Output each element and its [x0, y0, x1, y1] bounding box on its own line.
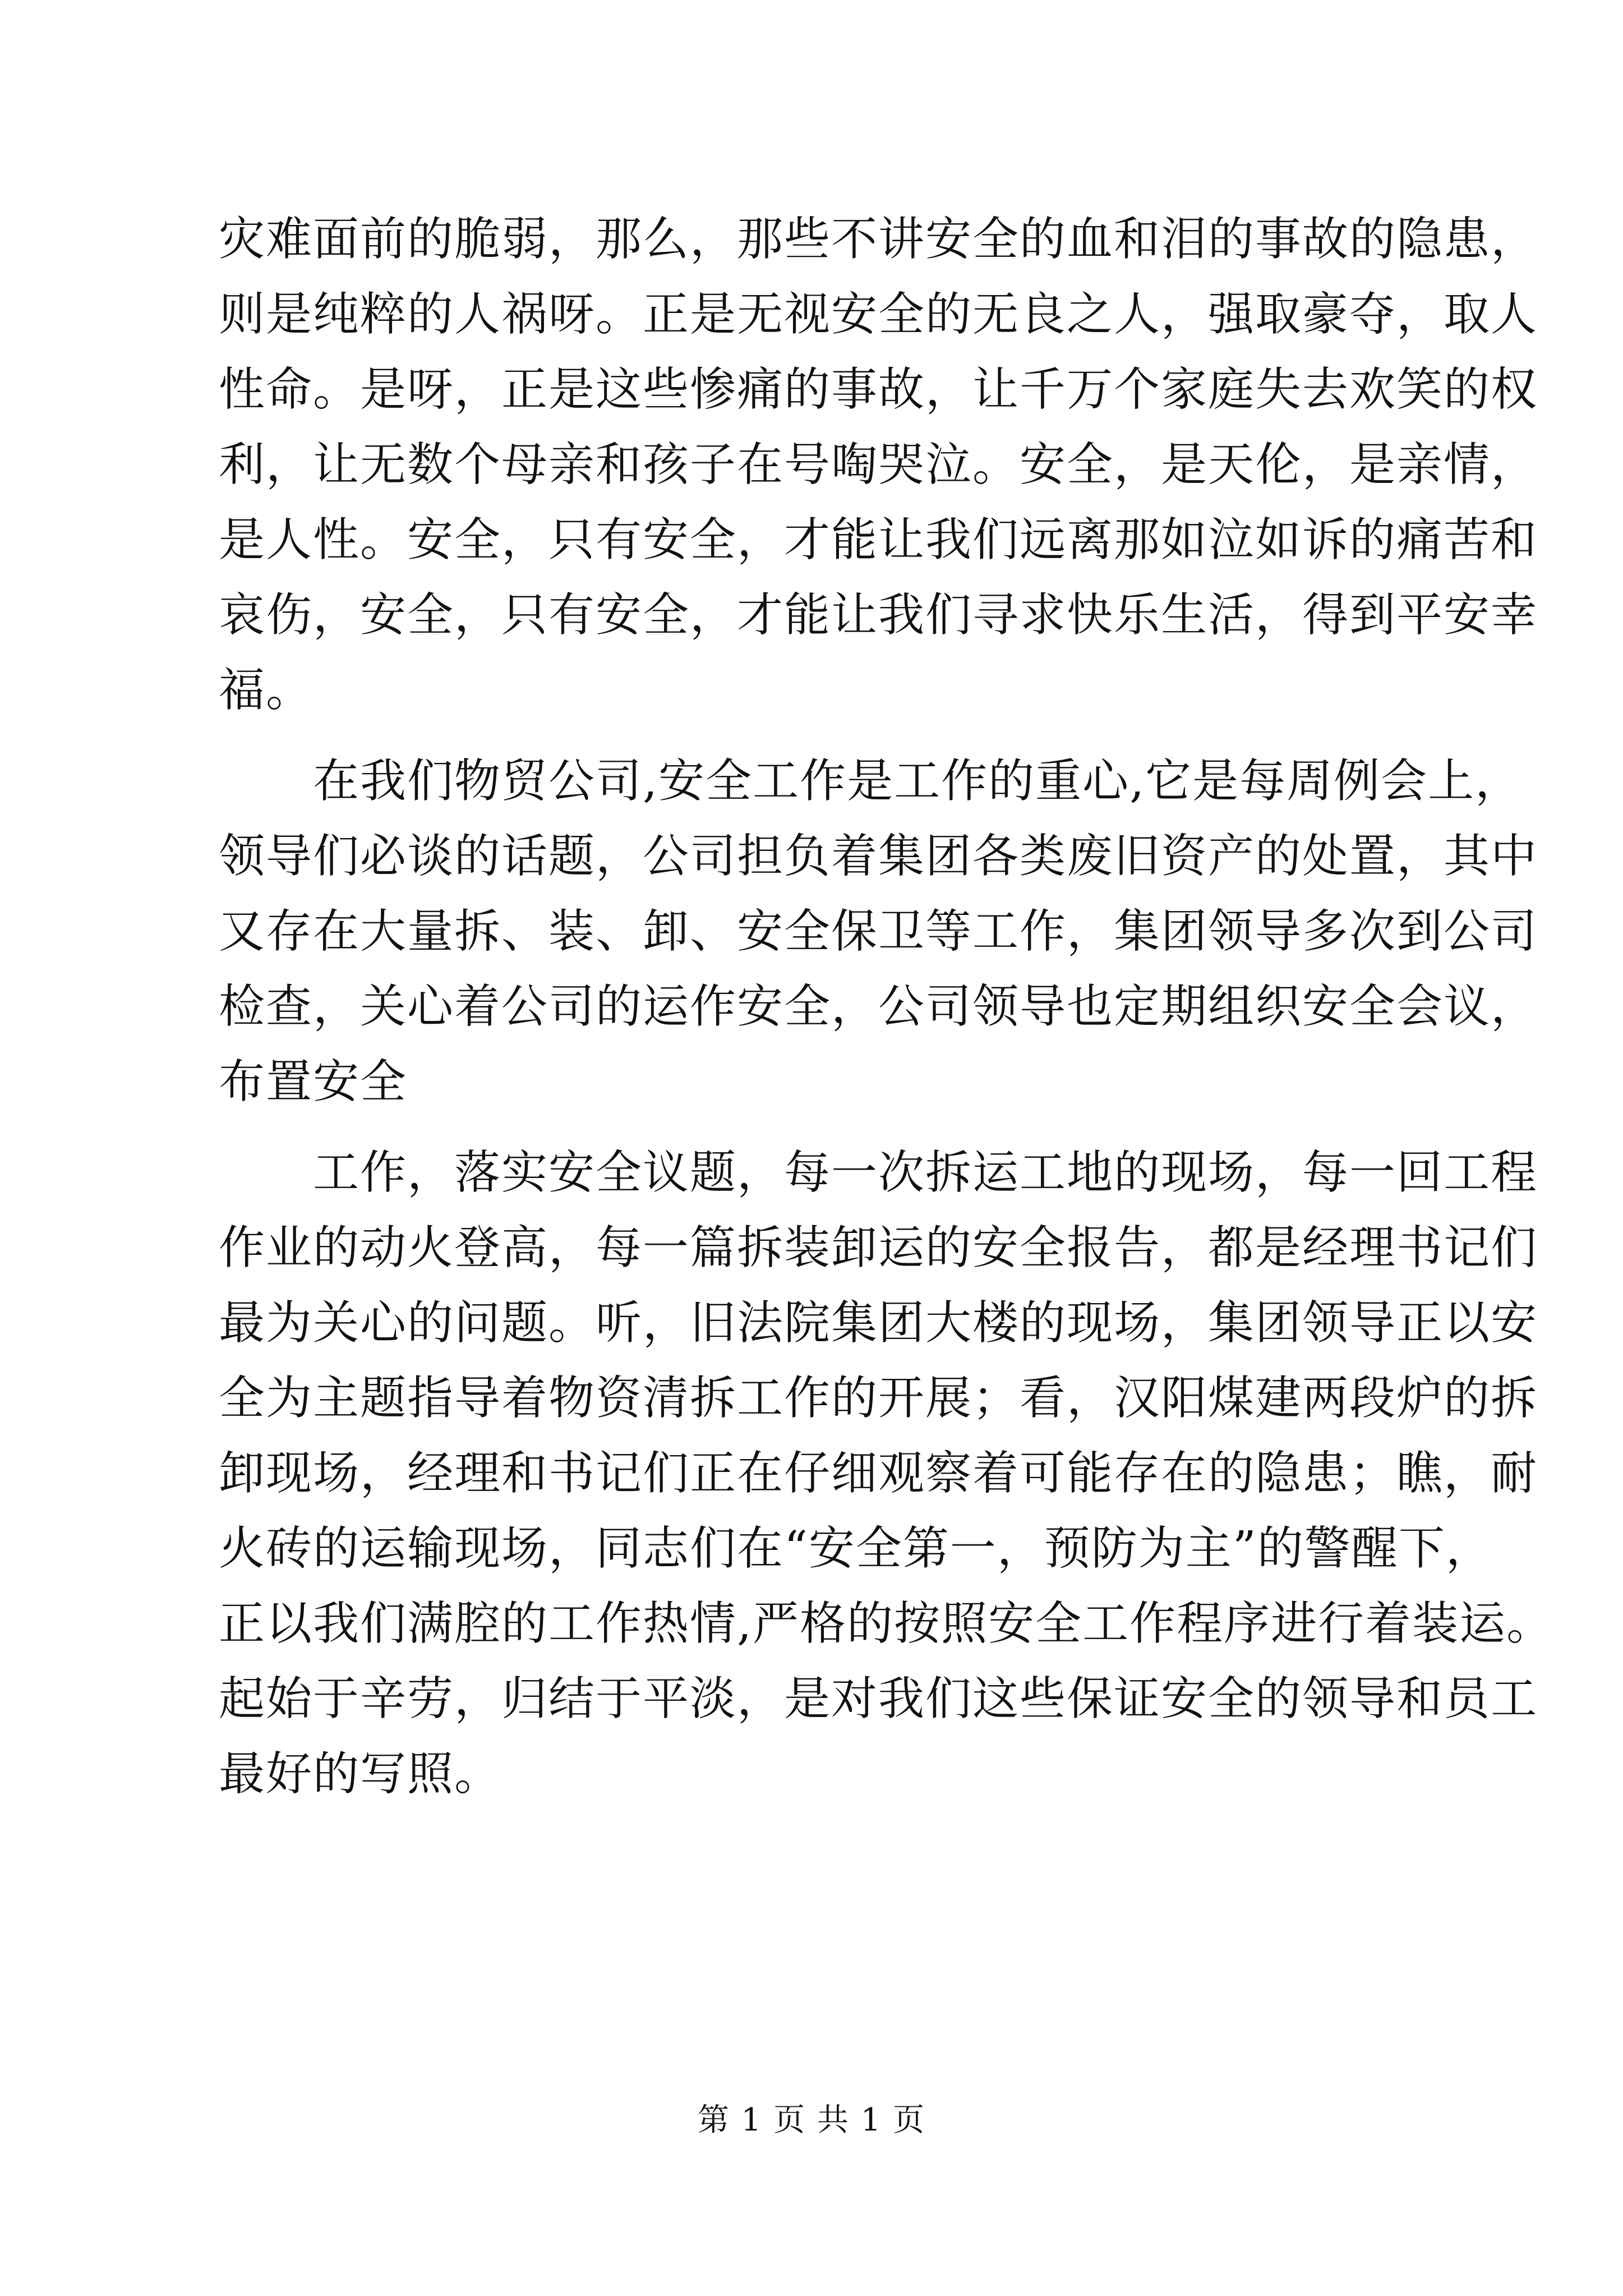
text-line: 哀伤，安全，只有安全，才能让我们寻求快乐生活，得到平安幸 — [219, 588, 1538, 642]
paragraph-3 — [219, 1135, 1554, 1812]
paragraph-1 — [219, 202, 1538, 728]
paragraph-spacer — [219, 728, 1413, 744]
text-line: 灾难面前的脆弱，那么，那些不讲安全的血和泪的事故的隐患， — [219, 213, 1538, 266]
text-line: 火砖的运输现场，同志们在“安全第一，预防为主”的警醒下， — [219, 1522, 1493, 1575]
text-line: 检查，关心着公司的运作安全，公司领导也定期组织安全会议， — [219, 980, 1538, 1033]
paragraph-spacer — [219, 1120, 1413, 1135]
text-line: 是人性。安全，只有安全，才能让我们远离那如泣如诉的痛苦和 — [219, 513, 1538, 567]
text-line: 利，让无数个母亲和孩子在号啕哭泣。安全，是天伦，是亲情， — [219, 438, 1538, 491]
text-line: 福。 — [219, 664, 313, 717]
page-number-label: 第 1 页 共 1 页 — [697, 2102, 926, 2138]
text-line: 起始于辛劳，归结于平淡，是对我们这些保证安全的领导和员工 — [219, 1672, 1538, 1726]
text-line: 卸现场，经理和书记们正在仔细观察着可能存在的隐患；瞧，耐 — [219, 1447, 1538, 1500]
document-body — [219, 202, 1554, 1812]
text-line: 在我们物贸公司,安全工作是工作的重心,它是每周例会上， — [219, 754, 1523, 808]
paragraph-2 — [219, 744, 1538, 1120]
text-line: 最好的写照。 — [219, 1747, 502, 1801]
text-line: 领导们必谈的话题，公司担负着集团各类废旧资产的处置，其中 — [219, 830, 1538, 883]
text-line: 又存在大量拆、装、卸、安全保卫等工作，集团领导多次到公司 — [219, 905, 1538, 958]
text-line: 最为关心的问题。听，旧法院集团大楼的现场，集团领导正以安 — [219, 1296, 1538, 1350]
text-line: 工作，落实安全议题，每一次拆运工地的现场，每一回工程 — [219, 1146, 1538, 1199]
text-line: 则是纯粹的人祸呀。正是无视安全的无良之人，强取豪夺，取人 — [219, 288, 1538, 341]
text-line: 正以我们满腔的工作热情,严格的按照安全工作程序进行着装运。 — [219, 1597, 1554, 1650]
text-line: 布置安全 — [219, 1055, 408, 1108]
text-line: 作业的动火登高，每一篇拆装卸运的安全报告，都是经理书记们 — [219, 1221, 1538, 1274]
page-footer — [0, 2095, 1623, 2140]
text-line: 全为主题指导着物资清拆工作的开展；看，汉阳煤建两段炉的拆 — [219, 1372, 1538, 1425]
text-line: 性命。是呀，正是这些惨痛的事故，让千万个家庭失去欢笑的权 — [219, 363, 1538, 416]
